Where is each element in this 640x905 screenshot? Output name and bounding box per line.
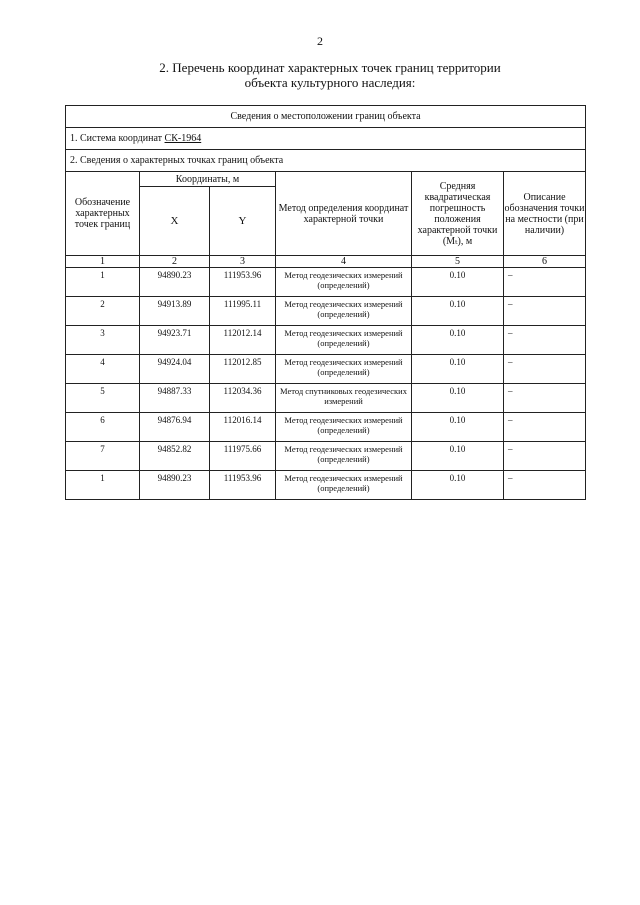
table-row <box>66 413 586 442</box>
description-cell: – <box>504 268 586 297</box>
method-cell: Метод геодезических измерений (определений) <box>276 326 412 355</box>
x-coordinate-cell: 94852.82 <box>140 442 210 471</box>
x-coordinate-cell: 94913.89 <box>140 297 210 326</box>
column-number: 2 <box>140 256 210 268</box>
x-coordinate-cell: 94890.23 <box>140 471 210 500</box>
coordinate-system-value: СК-1964 <box>164 133 202 144</box>
point-id-cell: 3 <box>66 326 140 355</box>
description-cell: – <box>504 326 586 355</box>
column-number: 6 <box>504 256 586 268</box>
y-coordinate-cell: 112034.36 <box>210 384 276 413</box>
column-number: 1 <box>66 256 140 268</box>
description-cell: – <box>504 442 586 471</box>
coordinates-header: Координаты, м <box>140 172 276 187</box>
point-id-cell: 1 <box>66 268 140 297</box>
method-cell: Метод геодезических измерений (определений) <box>276 413 412 442</box>
method-cell: Метод геодезических измерений (определений) <box>276 442 412 471</box>
method-cell: Метод спутниковых геодезических измерений <box>276 384 412 413</box>
description-cell: – <box>504 471 586 500</box>
table-row <box>66 355 586 384</box>
description-cell: – <box>504 355 586 384</box>
col-point-header: Обозначение характерных точек границ <box>66 172 140 256</box>
error-cell: 0.10 <box>412 355 504 384</box>
description-cell: – <box>504 297 586 326</box>
table-row <box>66 384 586 413</box>
page-number: 2 <box>317 34 323 48</box>
y-coordinate-cell: 112012.14 <box>210 326 276 355</box>
method-cell: Метод геодезических измерений (определений) <box>276 268 412 297</box>
x-coordinate-cell: 94890.23 <box>140 268 210 297</box>
point-id-cell: 4 <box>66 355 140 384</box>
coordinate-system-row <box>66 128 586 150</box>
y-coordinate-cell: 111995.11 <box>210 297 276 326</box>
table-row <box>66 326 586 355</box>
description-cell: – <box>504 384 586 413</box>
x-coordinate-cell: 94876.94 <box>140 413 210 442</box>
table-row <box>66 471 586 500</box>
table-row <box>66 268 586 297</box>
column-number-row <box>66 256 586 268</box>
col-x-header: X <box>140 187 210 256</box>
table-row <box>66 442 586 471</box>
col-description-header: Описание обозначения точки на местности (при наличии) <box>504 172 586 256</box>
error-cell: 0.10 <box>412 384 504 413</box>
col-method-header: Метод определения координат характерной точки <box>276 172 412 256</box>
error-cell: 0.10 <box>412 268 504 297</box>
column-number: 3 <box>210 256 276 268</box>
title-line-2: объекта культурного наследия: <box>244 75 416 90</box>
point-id-cell: 7 <box>66 442 140 471</box>
y-coordinate-cell: 112012.85 <box>210 355 276 384</box>
error-cell: 0.10 <box>412 297 504 326</box>
description-cell: – <box>504 413 586 442</box>
x-coordinate-cell: 94887.33 <box>140 384 210 413</box>
column-number: 4 <box>276 256 412 268</box>
column-number: 5 <box>412 256 504 268</box>
y-coordinate-cell: 111953.96 <box>210 268 276 297</box>
col-y-header: Y <box>210 187 276 256</box>
points-section-header: 2. Сведения о характерных точках границ объекта <box>66 150 586 172</box>
table-main-header: Сведения о местоположении границ объекта <box>66 106 586 128</box>
coordinate-system-label: 1. Система координат <box>70 133 165 144</box>
col-error-header: Средняя квадратическая погрешность положения характерной точки (Mₜ), м <box>412 172 504 256</box>
y-coordinate-cell: 111953.96 <box>210 471 276 500</box>
error-cell: 0.10 <box>412 442 504 471</box>
y-coordinate-cell: 111975.66 <box>210 442 276 471</box>
method-cell: Метод геодезических измерений (определений) <box>276 297 412 326</box>
title-line-1: 2. Перечень координат характерных точек границ территории <box>159 60 501 75</box>
point-id-cell: 1 <box>66 471 140 500</box>
x-coordinate-cell: 94923.71 <box>140 326 210 355</box>
error-cell: 0.10 <box>412 326 504 355</box>
table-row <box>66 297 586 326</box>
error-cell: 0.10 <box>412 471 504 500</box>
method-cell: Метод геодезических измерений (определений) <box>276 355 412 384</box>
y-coordinate-cell: 112016.14 <box>210 413 276 442</box>
coordinates-table <box>65 105 586 500</box>
x-coordinate-cell: 94924.04 <box>140 355 210 384</box>
point-id-cell: 6 <box>66 413 140 442</box>
point-id-cell: 5 <box>66 384 140 413</box>
document-title <box>90 60 570 90</box>
method-cell: Метод геодезических измерений (определений) <box>276 471 412 500</box>
error-cell: 0.10 <box>412 413 504 442</box>
point-id-cell: 2 <box>66 297 140 326</box>
